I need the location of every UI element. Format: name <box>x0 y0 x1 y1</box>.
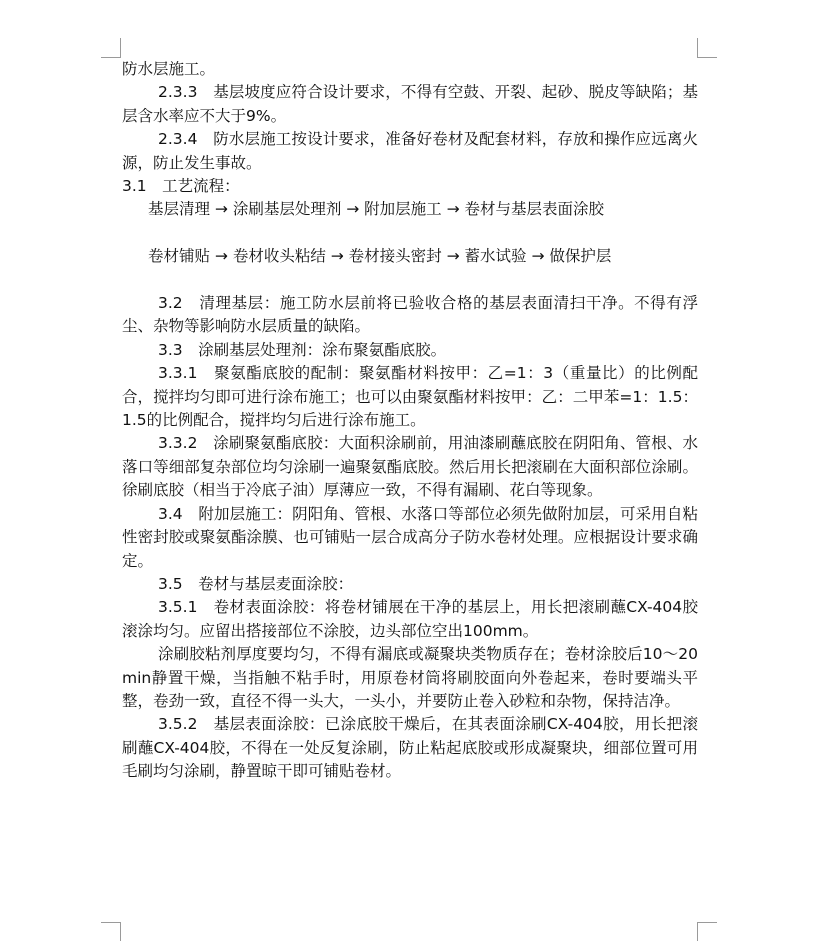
blank-line <box>122 222 698 245</box>
paragraph: 3.3.2 涂刷聚氨酯底胶：大面积涂刷前，用油漆刷蘸底胶在阴阳角、管根、水落口等细部复杂部位均匀涂刷一遍聚氨酯底胶。然后用长把滚刷在大面积部位涂刷。徐刷底胶（相当于冷底子油）厚薄应一致，不得有漏刷、花白等现象。 <box>122 434 698 500</box>
paragraph: 涂刷胶粘剂厚度要均匀，不得有漏底或凝聚块类物质存在；卷材涂胶后10～20min静置干燥，当指触不粘手时，用原卷材筒将刷胶面向外卷起来，卷时要端头平整，卷劲一致，直径不得一头大，一头小，并要防止卷入砂粒和杂物，保持洁净。 <box>122 645 698 710</box>
paragraph: 3.3.1 聚氨酯底胶的配制：聚氨酯材料按甲：乙=1：3（重量比）的比例配合，搅拌均匀即可进行涂布施工；也可以由聚氨酯材料按甲：乙：二甲苯=1：1.5：1.5的比例配合，搅拌均匀后进行涂布施工。 <box>122 364 698 430</box>
corner-mark-top-left <box>101 57 121 58</box>
corner-mark-top-left <box>120 38 121 58</box>
corner-mark-bottom-right <box>697 922 717 923</box>
section-heading: 3.1 工艺流程： <box>122 177 240 196</box>
corner-mark-top-right <box>697 38 698 58</box>
paragraph: 2.3.3 基层坡度应符合设计要求，不得有空鼓、开裂、起砂、脱皮等缺陷；基层含水率应不大于9%。 <box>122 83 698 125</box>
paragraph: 3.5.1 卷材表面涂胶：将卷材铺展在干净的基层上，用长把滚刷蘸CX-404胶滚涂均匀。应留出搭接部位不涂胶，边头部位空出100mm。 <box>122 598 698 640</box>
paragraph: 3.3 涂刷基层处理剂：涂布聚氨酯底胶。 <box>158 340 447 359</box>
paragraph: 2.3.4 防水层施工按设计要求，准备好卷材及配套材料，存放和操作应远离火源，防止发生事故。 <box>122 130 698 172</box>
corner-mark-top-right <box>697 57 717 58</box>
paragraph: 3.5.2 基层表面涂胶：已涂底胶干燥后，在其表面涂刷CX-404胶，用长把滚刷蘸CX-404胶，不得在一处反复涂刷，防止粘起底胶或形成凝聚块，细部位置可用毛刷均匀涂刷，静置晾干即可铺贴卷材。 <box>122 715 698 781</box>
paragraph: 3.2 清理基层：施工防水层前将已验收合格的基层表面清扫干净。不得有浮尘、杂物等影响防水层质量的缺陷。 <box>122 294 698 336</box>
corner-mark-bottom-left <box>120 922 121 941</box>
paragraph: 3.5 卷材与基层麦面涂胶： <box>158 574 354 593</box>
corner-mark-bottom-right <box>697 922 698 941</box>
process-flow: 卷材铺贴 → 卷材收头粘结 → 卷材接头密封 → 蓄水试验 → 做保护层 <box>148 247 612 266</box>
document-body[interactable] <box>122 58 698 784</box>
blank-line <box>122 269 698 292</box>
paragraph: 防水层施工。 <box>122 60 216 78</box>
corner-mark-bottom-left <box>101 922 121 923</box>
process-flow: 基层清理 → 涂刷基层处理剂 → 附加层施工 → 卷材与基层表面涂胶 <box>148 200 605 219</box>
paragraph: 3.4 附加层施工：阴阳角、管根、水落口等部位必须先做附加层，可采用自粘性密封胶或聚氨酯涂膜、也可铺贴一层合成高分子防水卷材处理。应根据设计要求确定。 <box>122 504 698 570</box>
